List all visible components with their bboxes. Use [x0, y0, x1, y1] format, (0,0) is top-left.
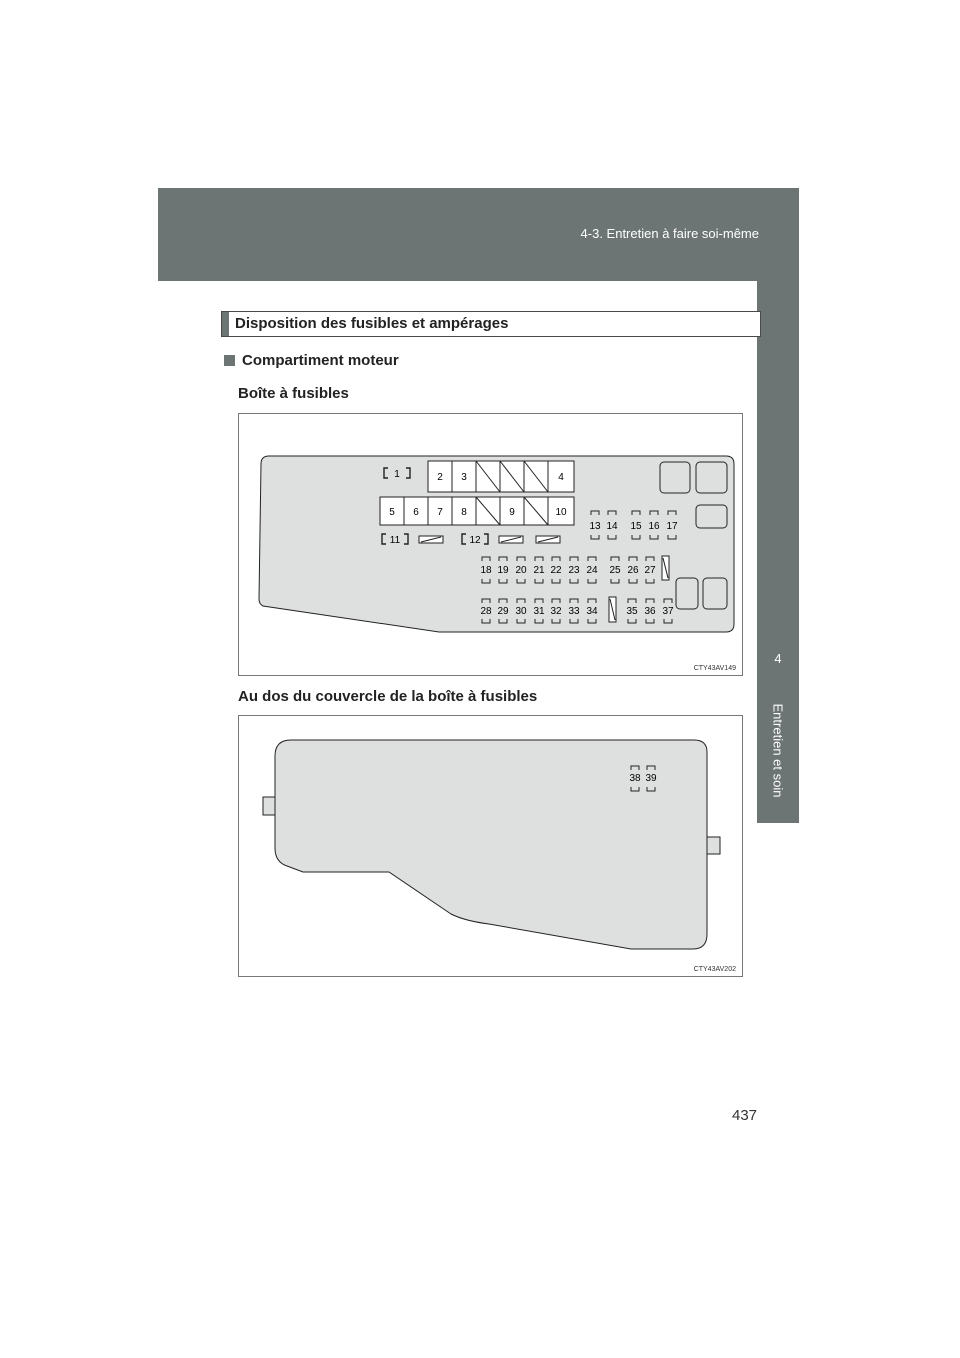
fuse-label: 24 [586, 565, 598, 576]
chapter-section-title: 4-3. Entretien à faire soi-même [580, 226, 759, 241]
fuse-label: 1 [394, 469, 400, 480]
fuse-label: 26 [627, 565, 639, 576]
fuse-label: 8 [461, 507, 467, 518]
fuse-label: 36 [644, 606, 656, 617]
fuse-label: 17 [666, 521, 678, 532]
relay [676, 578, 698, 609]
fuse-box-heading: Boîte à fusibles [238, 385, 349, 402]
chapter-label: Entretien et soin [770, 703, 786, 798]
fuse-box-figure [238, 413, 743, 676]
fuse-label: 27 [644, 565, 656, 576]
fuse-label: 25 [609, 565, 621, 576]
fuse-label: 22 [550, 565, 562, 576]
fuse-label: 37 [662, 606, 674, 617]
relay [696, 462, 727, 493]
fuse-label: 32 [550, 606, 562, 617]
fuse-label: 28 [480, 606, 492, 617]
cover-tab [707, 837, 720, 854]
figure-code: CTY43AV149 [693, 665, 736, 672]
fuse-label: 35 [626, 606, 638, 617]
fuse-label: 31 [533, 606, 545, 617]
relay [660, 462, 690, 493]
relay [703, 578, 727, 609]
fuse-label: 39 [645, 773, 657, 784]
fuse-label: 5 [389, 507, 395, 518]
fuse-label: 4 [558, 472, 564, 483]
fuse-label: 38 [629, 773, 641, 784]
fuse-label: 10 [555, 507, 567, 518]
fuse-label: 3 [461, 472, 467, 483]
cover-figure [238, 715, 743, 977]
fuse-label: 9 [509, 507, 515, 518]
fuse-label: 19 [497, 565, 509, 576]
fuse-label: 18 [480, 565, 492, 576]
cover-body [275, 740, 707, 949]
fuse-label: 23 [568, 565, 580, 576]
chapter-number: 4 [774, 651, 782, 666]
fuse-label: 2 [437, 472, 443, 483]
header-band [158, 188, 799, 281]
cover-heading: Au dos du couvercle de la boîte à fusibles [238, 688, 538, 705]
fuse-label: 34 [586, 606, 598, 617]
fuse-label: 13 [589, 521, 601, 532]
cover-diagram [239, 716, 742, 976]
section-title-box [221, 311, 761, 337]
page-number: 437 [732, 1107, 758, 1124]
chapter-side-tab [757, 281, 799, 823]
cover-tab [263, 797, 276, 815]
fuse-label: 33 [568, 606, 580, 617]
fuse-label: 20 [515, 565, 527, 576]
fuse-label: 11 [389, 535, 401, 546]
section-title-bar [222, 312, 229, 336]
bullet-heading [224, 352, 399, 369]
fuse-label: 30 [515, 606, 527, 617]
fuse-label: 7 [437, 507, 443, 518]
fuse-label: 14 [606, 521, 618, 532]
figure-code: CTY43AV202 [693, 966, 736, 973]
fuse-box-diagram [239, 414, 742, 675]
fuse-label: 6 [413, 507, 419, 518]
fuse-label: 21 [533, 565, 545, 576]
relay [696, 505, 727, 528]
fuse-label: 16 [648, 521, 660, 532]
fuse-label: 15 [630, 521, 642, 532]
square-bullet-icon [224, 355, 235, 366]
fuse-label: 29 [497, 606, 509, 617]
fuse-label: 12 [469, 535, 481, 546]
section-title: Disposition des fusibles et ampérages [235, 315, 509, 332]
bullet-heading-text: Compartiment moteur [242, 352, 399, 369]
